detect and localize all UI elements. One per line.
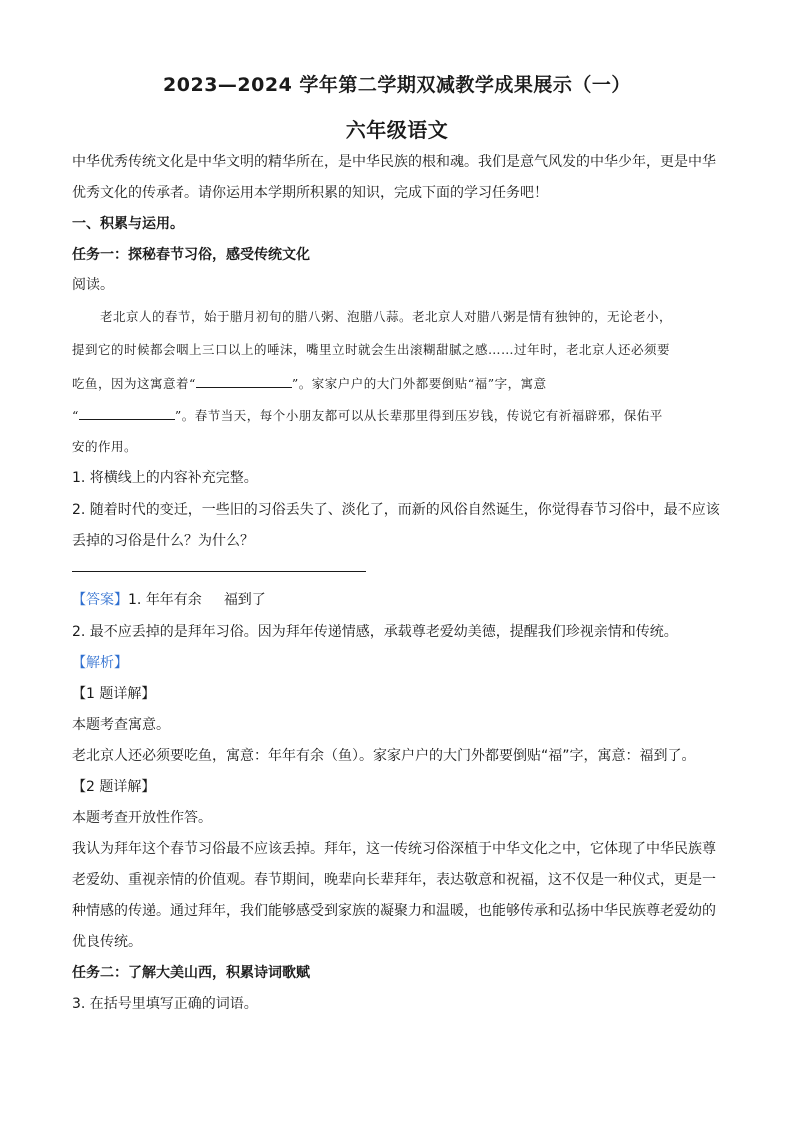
detail-2-para-line-3: 种情感的传递。通过拜年，我们能够感受到家族的凝聚力和温暖，也能够传承和弘扬中华民族尊老爱幼的: [72, 903, 716, 919]
detail-2-label: 【2 题详解】: [72, 779, 156, 795]
answer-1-number: 1.: [128, 592, 146, 608]
question-1: 1. 将横线上的内容补充完整。: [72, 470, 258, 486]
answer-line-1: [72, 590, 724, 610]
intro-line-1: 中华优秀传统文化是中华文明的精华所在，是中华民族的根和魂。我们是意气风发的中华少年，更是中华: [72, 154, 716, 170]
intro-line-2: 优秀文化的传承者。请你运用本学期所积累的知识，完成下面的学习任务吧！: [72, 185, 548, 201]
question-2-line-2: 丢掉的习俗是什么？为什么？: [72, 533, 254, 549]
answer-1-part-1: 年年有余: [145, 592, 202, 608]
passage-line-5: 安的作用。: [72, 439, 138, 454]
analysis-label: 【解析】: [72, 655, 128, 671]
answer-1-part-2: 福到了: [223, 592, 266, 608]
detail-1-label: 【1 题详解】: [72, 686, 156, 702]
detail-2-para-line-1: 我认为拜年这个春节习俗最不应该丢掉。拜年，这一传统习俗深植于中华文化之中，它体现了中华民族尊: [72, 841, 716, 857]
question-3: 3. 在括号里填写正确的词语。: [72, 996, 258, 1012]
fill-blank-2[interactable]: [79, 405, 175, 420]
section-heading-1: 一、积累与运用。: [72, 216, 184, 232]
task-1-heading: 任务一：探秘春节习俗，感受传统文化: [72, 247, 310, 263]
page-subtitle: 六年级语文: [345, 118, 449, 142]
passage-line-3-text-a: 吃鱼，因为这寓意着“: [72, 376, 196, 391]
read-label: 阅读。: [72, 277, 114, 293]
passage-line-2: 提到它的时候都会咽上三口以上的唾沫，嘴里立时就会生出滚糊甜腻之感……过年时，老北京人还必须要: [72, 342, 671, 357]
detail-2-para-line-4: 优良传统。: [72, 934, 142, 950]
answer-label: 【答案】: [72, 592, 128, 608]
answer-writing-line[interactable]: [72, 571, 366, 572]
detail-2-line-1: 本题考查开放性作答。: [72, 810, 212, 826]
page-title: 2023—2024 学年第二学期双减教学成果展示（一）: [163, 74, 631, 96]
detail-2-para-line-2: 老爱幼、重视亲情的价值观。春节期间，晚辈向长辈拜年，表达敬意和祝福，这不仅是一种仪式，更是一: [72, 872, 716, 888]
detail-1-line-1: 本题考查寓意。: [72, 717, 170, 733]
passage-line-1: 老北京人的春节，始于腊月初旬的腊八粥、泡腊八蒜。老北京人对腊八粥是情有独钟的，无论老小，: [100, 309, 673, 324]
fill-blank-1[interactable]: [196, 373, 292, 388]
passage-line-3-text-b: ”。家家户户的大门外都要倒贴“福”字，寓意: [291, 376, 547, 391]
question-2-line-1: 2. 随着时代的变迁，一些旧的习俗丢失了、淡化了，而新的风俗自然诞生，你觉得春节习俗中，最不应该: [72, 502, 720, 518]
detail-1-line-2: 老北京人还必须要吃鱼，寓意：年年有余（鱼）。家家户户的大门外都要倒贴“福”字，寓意：福到了。: [72, 748, 696, 764]
passage-line-4-text-b: ”。春节当天，每个小朋友都可以从长辈那里得到压岁钱，传说它有祈福辟邪，保佑平: [174, 408, 663, 423]
task-2-heading: 任务二：了解大美山西，积累诗词歌赋: [72, 965, 310, 981]
passage-line-3: [72, 373, 724, 394]
passage-line-4: [72, 405, 724, 426]
answer-2: 2. 最不应丢掉的是拜年习俗。因为拜年传递情感，承载尊老爱幼美德，提醒我们珍视亲情和传统。: [72, 624, 678, 640]
passage-line-4-text-a: “: [72, 408, 79, 423]
